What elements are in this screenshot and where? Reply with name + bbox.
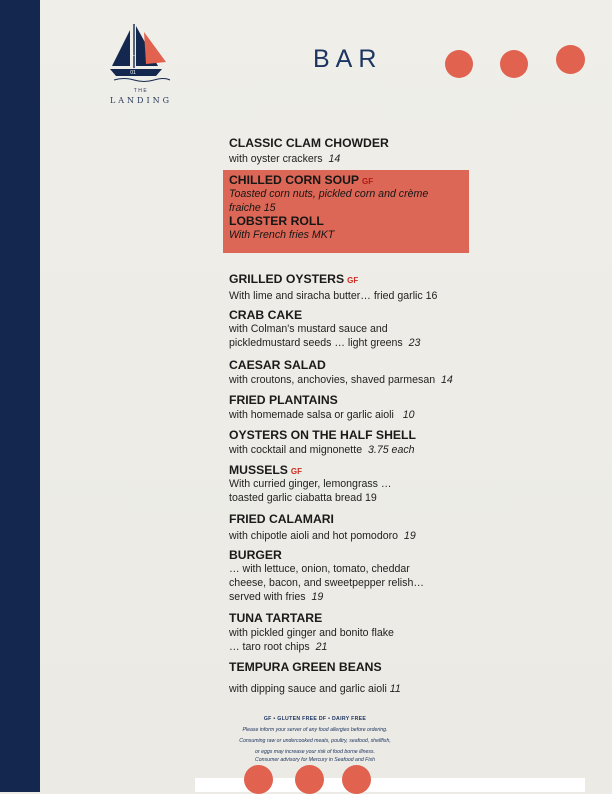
menu-item-price: 19 [311, 591, 324, 603]
menu-item-desc: with cocktail and mignonette 3.75 each [229, 444, 415, 456]
menu-item-name: FRIED PLANTAINS [229, 393, 338, 407]
menu-item-price: 19 [403, 530, 416, 542]
page-title: BAR [313, 45, 383, 73]
menu-item-name: CRAB CAKE [229, 308, 303, 322]
gluten-free-tag: GF [347, 276, 359, 285]
menu-item-desc: pickledmustard seeds … light greens 23 [229, 337, 421, 349]
sailboat-icon [100, 22, 182, 88]
menu-item-desc: with chipotle aioli and hot pomodoro 19 [229, 530, 416, 542]
logo-name: LANDING [109, 96, 173, 105]
logo-hull-number: 01 [130, 70, 136, 76]
left-navy-bar [0, 0, 40, 792]
menu-item-price: 10 [402, 409, 415, 421]
landing-logo [100, 22, 182, 112]
menu-item-name: CHILLED CORN SOUP GF [229, 173, 374, 187]
decorative-dot [244, 765, 273, 794]
menu-item-price: 21 [315, 641, 328, 653]
menu-item-name: CLASSIC CLAM CHOWDER [229, 136, 389, 150]
logo-sail-letter: L [131, 52, 135, 58]
menu-item-price: 14 [328, 153, 341, 165]
advisory-line: or eggs may increase your risk of food borne illness. [255, 749, 375, 755]
menu-item-desc: With French fries MKT [229, 229, 335, 241]
menu-item-desc: with homemade salsa or garlic aioli 10 [229, 409, 415, 421]
menu-item-name: GRILLED OYSTERS GF [229, 272, 359, 286]
menu-item-desc: … taro root chips 21 [229, 641, 328, 653]
menu-item-desc: … with lettuce, onion, tomato, cheddar [229, 563, 410, 575]
dietary-legend: GF • GLUTEN FREE DF • DAIRY FREE [263, 716, 367, 722]
menu-item-price: 23 [408, 337, 421, 349]
menu-item-name: FRIED CALAMARI [229, 512, 334, 526]
menu-item-desc: With curried ginger, lemongrass … [229, 478, 392, 490]
menu-item-name: TUNA TARTARE [229, 611, 323, 625]
menu-item-desc: toasted garlic ciabatta bread 19 [229, 492, 377, 504]
menu-item-desc: With lime and siracha butter… fried garlic 16 [229, 290, 438, 302]
menu-item-price: 3.75 each [367, 444, 415, 456]
allergy-notice: Please inform your server of any food allergies before ordering. [242, 727, 388, 733]
decorative-dot [445, 50, 473, 78]
advisory-line: Consuming raw or undercooked meats, poultry, seafood, shellfish, [239, 738, 391, 744]
gluten-free-tag: GF [362, 177, 374, 186]
menu-item-desc: with croutons, anchovies, shaved parmesan 14 [229, 374, 453, 386]
menu-item-price: 14 [441, 374, 453, 386]
menu-item-name: MUSSELS GF [229, 463, 303, 477]
decorative-dot [556, 45, 585, 74]
menu-item-name: BURGER [229, 548, 282, 562]
decorative-dot [342, 765, 371, 794]
menu-item-price: 11 [389, 683, 401, 695]
decorative-dot [500, 50, 528, 78]
menu-item-desc: with oyster crackers 14 [229, 153, 341, 165]
menu-item-desc: served with fries 19 [229, 591, 324, 603]
menu-item-name: TEMPURA GREEN BEANS [229, 660, 382, 674]
gluten-free-tag: GF [290, 467, 303, 476]
decorative-dot [295, 765, 324, 794]
logo-the: THE [133, 88, 149, 94]
menu-item-desc: fraiche 15 [229, 202, 276, 214]
menu-item-desc: cheese, bacon, and sweetpepper relish… [229, 577, 424, 589]
menu-item-desc: with dipping sauce and garlic aioli 11 [229, 683, 401, 695]
menu-item-name: CAESAR SALAD [229, 358, 326, 372]
menu-item-name: LOBSTER ROLL [229, 214, 324, 228]
menu-item-desc: Toasted corn nuts, pickled corn and crème [229, 188, 429, 200]
menu-item-desc: with pickled ginger and bonito flake [229, 627, 394, 639]
menu-item-desc: with Colman's mustard sauce and [229, 323, 388, 335]
menu-item-name: OYSTERS ON THE HALF SHELL [229, 428, 416, 442]
mercury-advisory: Consumer advisory for Mercury in Seafood and Fish [255, 757, 375, 763]
